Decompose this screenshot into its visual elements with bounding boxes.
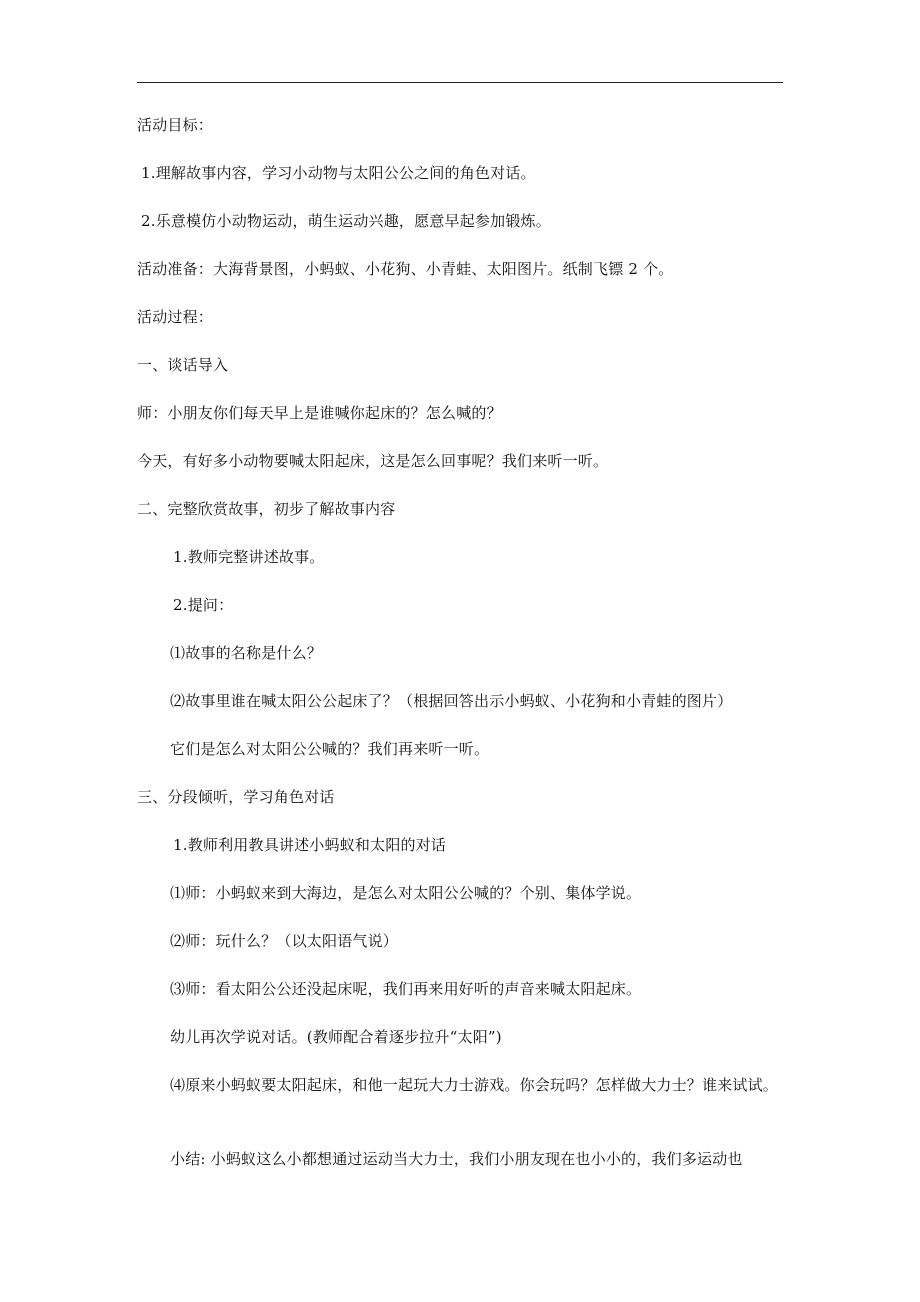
list-item: 1.教师完整讲述故事。 [173,548,325,566]
section-heading-goals: 活动目标： [137,116,214,134]
list-item: ⑷原来小蚂蚁要太阳起床，和他一起玩大力士游戏。你会玩吗？怎样做大力士？谁来试试。 [170,1076,779,1094]
goal-item-2: 2.乐意模仿小动物运动，萌生运动兴趣，愿意早起参加锻炼。 [141,212,551,230]
list-item: 1.教师利用教具讲述小蚂蚁和太阳的对话 [173,836,447,854]
paragraph: 师：小朋友你们每天早上是谁喊你起床的？怎么喊的？ [137,404,502,422]
list-item: ⑴故事的名称是什么？ [170,644,323,662]
section-heading-process: 活动过程： [137,308,214,326]
list-item: ⑴师：小蚂蚁来到大海边，是怎么对太阳公公喊的？个别、集体学说。 [170,884,642,902]
step-heading-1: 一、谈话导入 [137,356,229,374]
summary-paragraph: 小结: 小蚂蚁这么小都想通过运动当大力士，我们小朋友现在也小小的，我们多运动也 [170,1150,743,1168]
preparation-paragraph: 活动准备：大海背景图，小蚂蚁、小花狗、小青蛙、太阳图片。纸制飞镖 2 个。 [137,260,674,278]
header-rule [137,82,783,83]
list-item: ⑵故事里谁在喊太阳公公起床了？（根据回答出示小蚂蚁、小花狗和小青蛙的图片） [170,692,733,710]
paragraph: 它们是怎么对太阳公公喊的？我们再来听一听。 [170,740,490,758]
list-item: 2.提问： [173,596,234,614]
paragraph: 今天，有好多小动物要喊太阳起床，这是怎么回事呢？我们来听一听。 [137,452,609,470]
goal-item-1: 1.理解故事内容，学习小动物与太阳公公之间的角色对话。 [141,164,536,182]
list-item: ⑵师：玩什么？（以太阳语气说） [170,932,399,950]
list-item: ⑶师：看太阳公公还没起床呢，我们再来用好听的声音来喊太阳起床。 [170,980,642,998]
step-heading-2: 二、完整欣赏故事，初步了解故事内容 [137,500,396,518]
paragraph: 幼儿再次学说对话。(教师配合着逐步拉升“太阳”) [170,1028,502,1046]
step-heading-3: 三、分段倾听，学习角色对话 [137,788,335,806]
